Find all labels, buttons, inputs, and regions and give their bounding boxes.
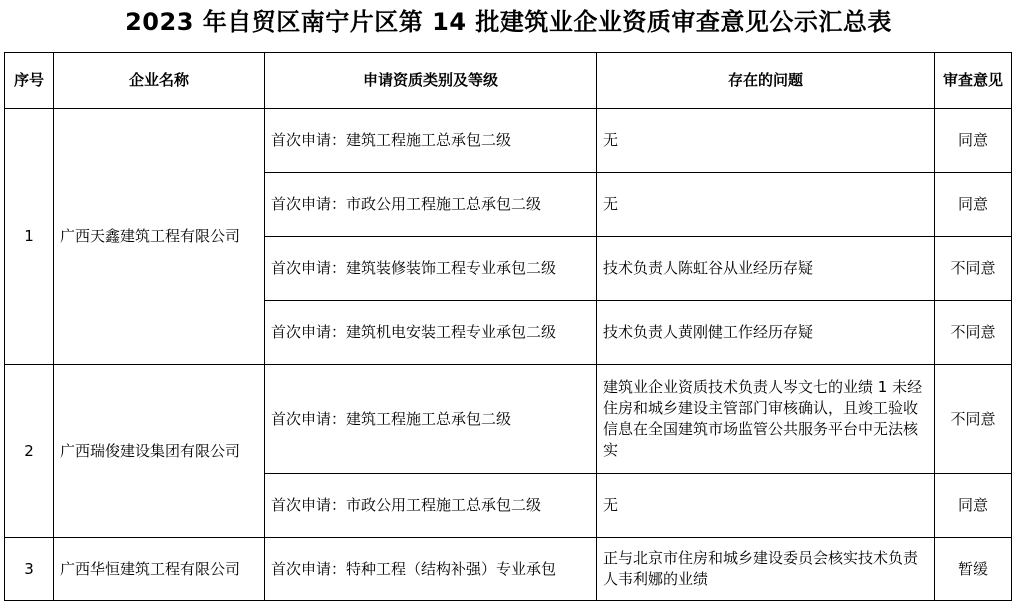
issues-cell: 正与北京市住房和城乡建设委员会核实技术负责人韦利娜的业绩	[597, 538, 935, 601]
review-table	[4, 52, 1012, 601]
issues-cell: 无	[597, 109, 935, 173]
table-header-row	[5, 53, 1012, 109]
header-qualification: 申请资质类别及等级	[265, 53, 597, 109]
table-row	[5, 365, 1012, 474]
qualification-cell: 首次申请：建筑工程施工总承包二级	[265, 365, 597, 474]
opinion-cell: 同意	[935, 173, 1012, 237]
issues-cell: 技术负责人陈虹谷从业经历存疑	[597, 237, 935, 301]
issues-cell: 无	[597, 474, 935, 538]
company-cell: 广西瑞俊建设集团有限公司	[54, 365, 265, 538]
table-row	[5, 538, 1012, 601]
issues-cell: 建筑业企业资质技术负责人岑文七的业绩 1 未经住房和城乡建设主管部门审核确认，且竣工验收信息在全国建筑市场监管公共服务平台中无法核实	[597, 365, 935, 474]
header-company: 企业名称	[54, 53, 265, 109]
issues-cell: 技术负责人黄刚健工作经历存疑	[597, 301, 935, 365]
company-cell: 广西华恒建筑工程有限公司	[54, 538, 265, 601]
seq-cell: 2	[5, 365, 54, 538]
company-cell: 广西天鑫建筑工程有限公司	[54, 109, 265, 365]
table-row	[5, 109, 1012, 173]
page-title: 2023 年自贸区南宁片区第 14 批建筑业企业资质审查意见公示汇总表	[125, 8, 892, 36]
qualification-cell: 首次申请：特种工程（结构补强）专业承包	[265, 538, 597, 601]
qualification-cell: 首次申请：建筑机电安装工程专业承包二级	[265, 301, 597, 365]
seq-cell: 1	[5, 109, 54, 365]
opinion-cell: 不同意	[935, 237, 1012, 301]
issues-cell: 无	[597, 173, 935, 237]
opinion-cell: 不同意	[935, 301, 1012, 365]
qualification-cell: 首次申请：建筑工程施工总承包二级	[265, 109, 597, 173]
qualification-cell: 首次申请：建筑装修装饰工程专业承包二级	[265, 237, 597, 301]
seq-cell: 3	[5, 538, 54, 601]
qualification-cell: 首次申请：市政公用工程施工总承包二级	[265, 474, 597, 538]
opinion-cell: 同意	[935, 474, 1012, 538]
opinion-cell: 暂缓	[935, 538, 1012, 601]
header-issues: 存在的问题	[597, 53, 935, 109]
header-seq: 序号	[5, 53, 54, 109]
qualification-cell: 首次申请：市政公用工程施工总承包二级	[265, 173, 597, 237]
opinion-cell: 不同意	[935, 365, 1012, 474]
opinion-cell: 同意	[935, 109, 1012, 173]
header-opinion: 审查意见	[935, 53, 1012, 109]
